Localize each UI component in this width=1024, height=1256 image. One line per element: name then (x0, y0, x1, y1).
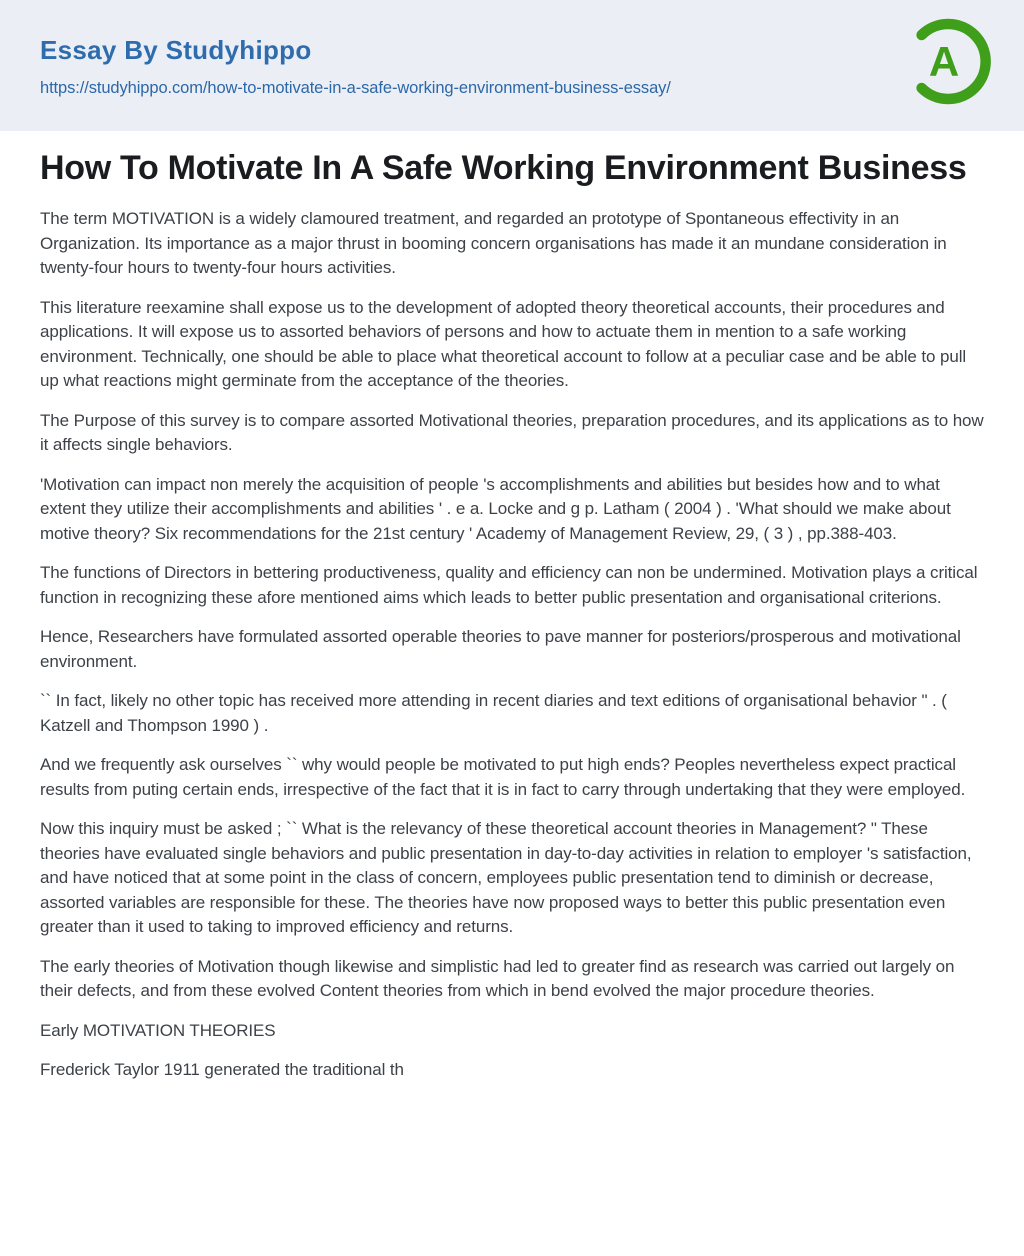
source-url-link[interactable]: https://studyhippo.com/how-to-motivate-in-a-safe-working-environment-business-essay/ (40, 78, 671, 97)
article-paragraph: The Purpose of this survey is to compare assorted Motivational theories, preparation procedures, and its applications as to how it affects single behaviors. (40, 410, 984, 454)
article-body (40, 207, 984, 1083)
brand-title: Essay By Studyhippo (40, 35, 312, 65)
article-paragraph: Frederick Taylor 1911 generated the traditional th (40, 1060, 404, 1079)
article-paragraph: Hence, Researchers have formulated assorted operable theories to pave manner for posteriors/prosperous and motivational environment. (40, 627, 961, 671)
article-paragraph: The early theories of Motivation though likewise and simplistic had led to greater find as research was carried out largely on their defects, and from these evolved Content theories from which in bend evolved the major procedure theories. (40, 956, 955, 1000)
logo-ring-icon (903, 16, 994, 107)
article-paragraph: The functions of Directors in bettering productiveness, quality and efficiency can non be undermined. Motivation plays a critical function in recognizing these afore mentioned aims which leads to better public presentation and organisational criterions. (40, 563, 978, 607)
article-paragraph: The term MOTIVATION is a widely clamoured treatment, and regarded an prototype of Spontaneous effectivity in an Organization. Its importance as a major thrust in booming concern organisations has made it an mundane consideration in twenty-four hours to twenty-four hours activities. (40, 209, 947, 277)
article-paragraph: Early MOTIVATION THEORIES (40, 1020, 276, 1040)
article-paragraph: 'Motivation can impact non merely the acquisition of people 's accomplishments and abilities but besides how and to what extent they utilize their accomplishments and abilities ' . e a. Locke and g p. Latham ( 2004 ) . 'What should we make about motive theory? Six recommendations for the 21st century ' Academy of Management Review, 29, ( 3 ) , pp.388-403. (40, 474, 951, 543)
article-paragraph: `` In fact, likely no other topic has received more attending in recent diaries and text editions of organisational behavior " . ( Katzell and Thompson 1990 ) . (40, 691, 947, 735)
page-header (0, 0, 1024, 131)
article-paragraph: Now this inquiry must be asked ; `` What is the relevancy of these theoretical account theories in Management? " These theories have evaluated single behaviors and public presentation in day-to-day activities in relation to employer 's satisfaction, and have noticed that at some point in the class of concern, employees public presentation tend to diminish or decrease, assorted variables are responsible for these. The theories have now proposed ways to better this public presentation even greater than it used to taking to improved efficiency and returns. (40, 819, 972, 936)
logo-letter: A (928, 38, 960, 85)
article-paragraph: This literature reexamine shall expose us to the development of adopted theory theoretical accounts, their procedures and applications. It will expose us to assorted behaviors of persons and how to actuate them in mention to a safe working environment. Technically, one should be able to place what theoretical account to follow at a peculiar case and be able to pull up what reactions might germinate from the acceptance of the theories. (40, 297, 967, 390)
article-paragraph: And we frequently ask ourselves `` why would people be motivated to put high ends? Peoples nevertheless expect practical results from puting certain ends, irrespective of the fact that it is in fact to carry through undertaking that they were employed. (40, 755, 966, 799)
article-main (0, 131, 1024, 1083)
studyhippo-logo-icon (903, 16, 994, 107)
article-title: How To Motivate In A Safe Working Environment Business (40, 149, 967, 187)
